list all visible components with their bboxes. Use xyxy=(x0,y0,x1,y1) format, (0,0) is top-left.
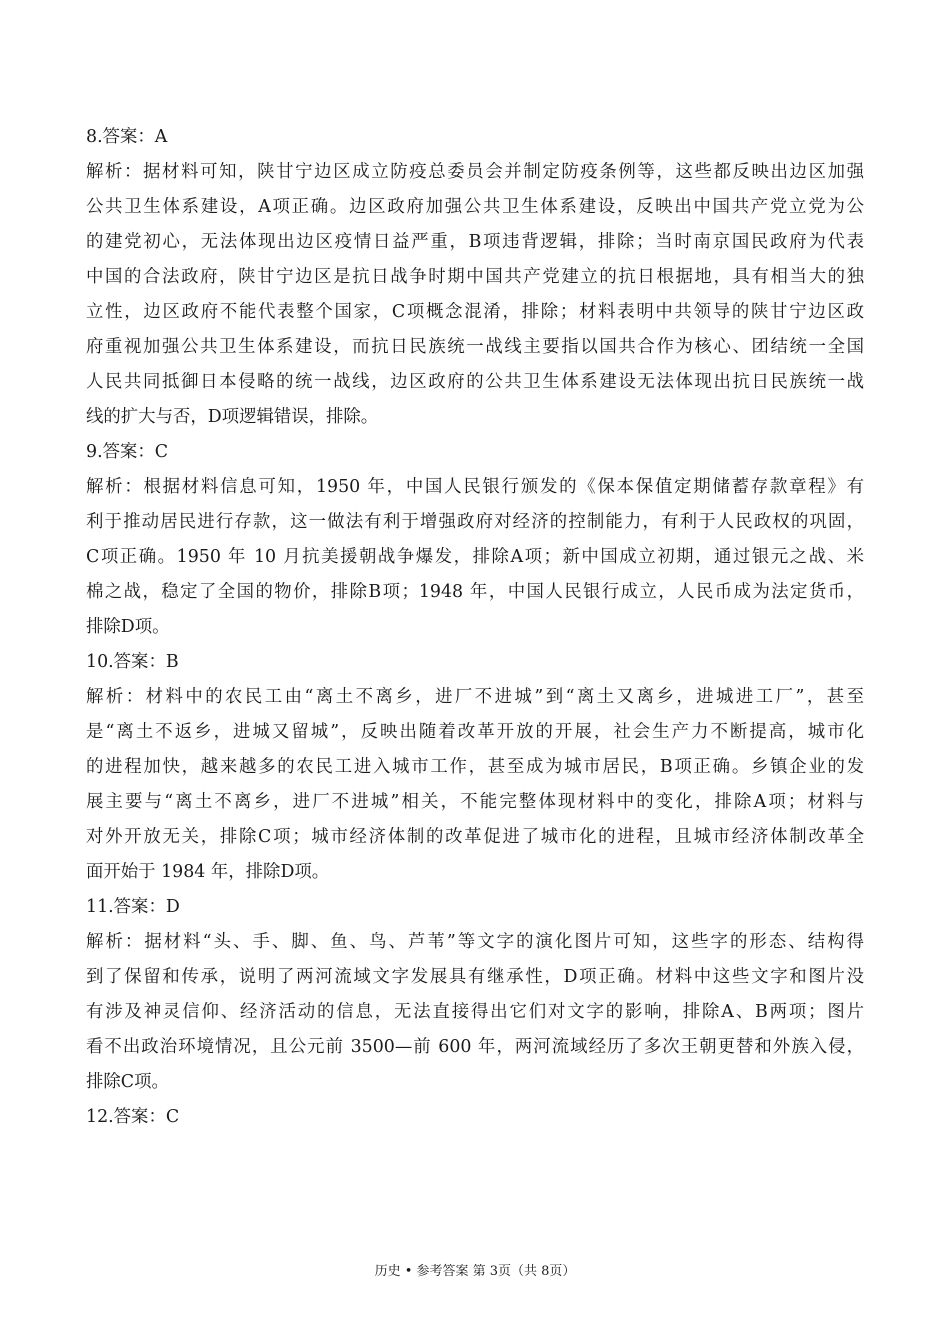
document-body xyxy=(86,120,864,1135)
text-line: 排除C项。 xyxy=(86,1072,169,1092)
text-line: 中国的合法政府，陕甘宁边区是抗日战争时期中国共产党建立的抗日根据地，具有相当大的独 xyxy=(86,267,864,287)
text-line: 解析：材料中的农民工由“离土不离乡，进厂不进城”到“离土又离乡，进城进工厂”，甚至 xyxy=(86,687,864,707)
explanation-8 xyxy=(86,155,864,435)
answer-10: 10.答案：B xyxy=(86,652,179,672)
explanation-10 xyxy=(86,680,864,890)
text-line: 到了保留和传承，说明了两河流域文字发展具有继承性，D项正确。材料中这些文字和图片没 xyxy=(86,967,864,987)
text-line: 对外开放无关，排除C项；城市经济体制的改革促进了城市化的进程，且城市经济体制改革全 xyxy=(86,827,864,847)
answer-12: 12.答案：C xyxy=(86,1107,180,1127)
text-line: 的进程加快，越来越多的农民工进入城市工作，甚至成为城市居民，B项正确。乡镇企业的发 xyxy=(86,757,864,777)
text-line: 解析：据材料“头、手、脚、鱼、鸟、芦苇”等文字的演化图片可知，这些字的形态、结构得 xyxy=(86,932,864,952)
text-line: 府重视加强公共卫生体系建设，而抗日民族统一战线主要指以国共合作为核心、团结统一全国 xyxy=(86,337,864,357)
answer-8: 8.答案：A xyxy=(86,127,168,147)
text-line: 人民共同抵御日本侵略的统一战线，边区政府的公共卫生体系建设无法体现出抗日民族统一战 xyxy=(86,372,864,392)
text-line: 的建党初心，无法体现出边区疫情日益严重，B项违背逻辑，排除；当时南京国民政府为代表 xyxy=(86,232,864,252)
text-line: 是“离土不返乡，进城又留城”，反映出随着改革开放的开展，社会生产力不断提高，城市化 xyxy=(86,722,864,742)
page-footer: 历史 • 参考答案 第 3页（共 8页） xyxy=(374,1264,576,1279)
text-line: 解析：据材料可知，陕甘宁边区成立防疫总委员会并制定防疫条例等，这些都反映出边区加强 xyxy=(86,162,864,182)
text-line: 棉之战，稳定了全国的物价，排除B项；1948 年，中国人民银行成立，人民币成为法定货币， xyxy=(86,582,864,602)
text-line: 看不出政治环境情况，且公元前 3500—前 600 年，两河流域经历了多次王朝更替和外族入侵， xyxy=(86,1037,864,1057)
text-line: 公共卫生体系建设，A项正确。边区政府加强公共卫生体系建设，反映出中国共产党立党为公 xyxy=(86,197,864,217)
answer-9: 9.答案：C xyxy=(86,442,169,462)
text-line: C项正确。1950 年 10 月抗美援朝战争爆发，排除A项；新中国成立初期，通过银元之战、米 xyxy=(86,547,864,567)
explanation-9 xyxy=(86,470,864,645)
text-line: 排除D项。 xyxy=(86,617,170,637)
text-line: 立性，边区政府不能代表整个国家，C项概念混淆，排除；材料表明中共领导的陕甘宁边区政 xyxy=(86,302,864,322)
text-line: 线的扩大与否，D项逻辑错误，排除。 xyxy=(86,407,379,427)
answer-11: 11.答案：D xyxy=(86,897,180,917)
explanation-11 xyxy=(86,925,864,1100)
text-line: 有涉及神灵信仰、经济活动的信息，无法直接得出它们对文字的影响，排除A、B两项；图片 xyxy=(86,1002,864,1022)
text-line: 面开始于 1984 年，排除D项。 xyxy=(86,862,330,882)
text-line: 展主要与“离土不离乡，进厂不进城”相关，不能完整体现材料中的变化，排除A项；材料与 xyxy=(86,792,864,812)
text-line: 解析：根据材料信息可知，1950 年，中国人民银行颁发的《保本保值定期储蓄存款章程》有 xyxy=(86,477,864,497)
text-line: 利于推动居民进行存款，这一做法有利于增强政府对经济的控制能力，有利于人民政权的巩固， xyxy=(86,512,864,532)
